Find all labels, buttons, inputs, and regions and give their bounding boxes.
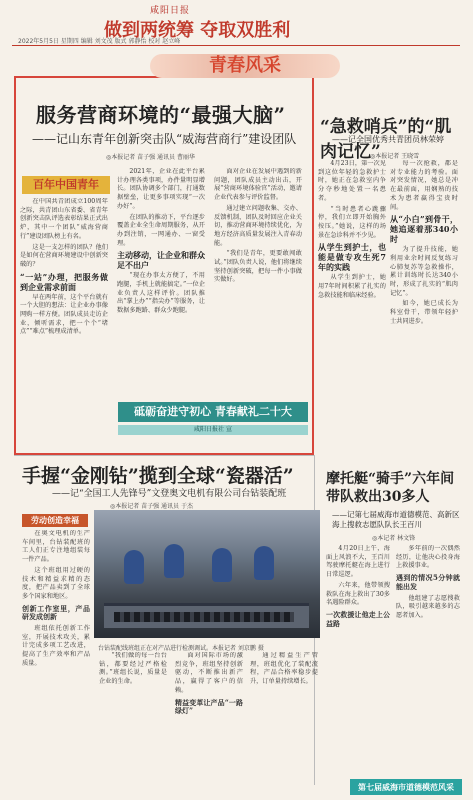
masthead-rule: [12, 45, 460, 46]
paragraph: 在中国共青团成立100周年之际，共青团山东省委、省青年创新突击队评选表彰结果正式出炉，其中一个团队“威海营商行”建设团队榜上有名。: [20, 198, 108, 240]
section-subhead: 精益变革让产品“一路绿灯”: [175, 697, 243, 716]
section-subhead: “一站”办理，把服务做到企业需求前面: [20, 271, 108, 292]
section3-byline: ◎本记者 林文锋: [372, 535, 416, 542]
right-feature-col-a: [318, 160, 386, 450]
paragraph: 从学生到护士，她用7年时间积累了扎实的急救技能和临床经验。: [318, 274, 386, 299]
paragraph: 4月23日，第一次见到这位年轻的急救护士时，她正在急救室内争分夺秒地处置一名患者。: [318, 160, 386, 202]
right-feature-byline: ◎本报记者 王晓雪: [370, 153, 420, 160]
section-subhead: 从学生到护士，也能是做专攻生死7年的实践: [318, 242, 386, 273]
section3-col-b: [396, 545, 460, 785]
section2-col-c: [175, 652, 243, 792]
slogan-strip: 砥砺奋进守初心 青春献礼二十大: [118, 402, 308, 422]
right-feature-col-b: [390, 160, 458, 450]
paragraph: 在奥文电机的生产车间里，台钻装配班的工人们正专注地组装每一件产品。: [22, 530, 90, 564]
paragraph: 如今，她已成长为科室骨干，带领年轻护士共同进步。: [390, 300, 458, 325]
paragraph: “我们做的每一台台钻，都要经过严格检测。”班组长说，质量是企业的生命。: [99, 652, 167, 686]
paragraph: 班组依托创新工作室，开展技术攻关，累计完成多项工艺改进，提高了生产效率和产品质量。: [22, 625, 90, 667]
worker-figure: [164, 544, 184, 578]
section-subhead: 主动移动，让企业和群众足不出户: [117, 250, 205, 271]
section2-subtitle: ——记“全国工人先锋号”文登奥文电机有限公司台钻装配班: [52, 489, 287, 499]
paragraph: 面对国际市场的激烈竞争，班组坚持创新驱动，不断推出新产品，赢得了客户的信赖。: [175, 652, 243, 694]
paragraph: 每一次抢救，都是对专业能力的考验。面对突发情况，她总是冲在最前面，用娴熟的技术为患者赢得宝贵时间。: [390, 160, 458, 211]
paragraph: 他组建了志愿搜救队，吸引越来越多的志愿者加入。: [396, 594, 460, 619]
drill-parts: [114, 612, 294, 622]
section-subhead: 从“小白”到骨干，她追逐着那340小时: [390, 214, 458, 245]
feature-deco-header: 青春风采: [150, 54, 340, 78]
section2-title: 手握“金刚钻”揽到全球“瓷器活”: [22, 465, 294, 487]
feature-col-2: [117, 168, 205, 394]
photo-caption: 台钻装配线班组正在对产品进行检测调试。本报记者 刘京鹏 摄: [98, 645, 264, 652]
factory-photo: [94, 510, 320, 638]
paragraph: 在团队的推动下，平台逐步覆盖企业全生命周期服务，从开办到注销，一网通办、一窗受理。: [117, 213, 205, 247]
feature-title: 服务营商环境的“最强大脑”: [36, 103, 286, 127]
section3-subtitle: ——记第七届威海市道德模范、高新区海上搜救志愿队队长王百川: [332, 510, 460, 529]
section2-badge: 劳动创造幸福: [22, 514, 88, 527]
section-subhead: 创新工作室里，产品研发成创新: [22, 603, 90, 622]
right-feature-title: “急救哨兵”的“肌肉记忆”: [320, 117, 452, 162]
paragraph: 为了提升技能，她利用业余时间反复练习心肺复苏等急救操作，累计训练时长达340小时，形成了扎实的“肌肉记忆”。: [390, 246, 458, 297]
paper-name: 咸阳日报: [150, 6, 191, 16]
paragraph: “当时患者心跳骤停，我们立即开始胸外按压。”她说，这样的场景在急诊科并不少见。: [318, 205, 386, 239]
section2-byline: ◎本报记者 苗子强 通讯员 于杰: [110, 503, 193, 510]
feature-badge: 百年中国青年: [22, 176, 110, 194]
footer-banner: 第七届威海市道德模范风采: [350, 779, 462, 795]
banner-slogan: 做到两统筹 夺取双胜利: [104, 20, 291, 41]
section2-col-d: [250, 652, 318, 792]
section-subhead: 一次救援让他走上公益路: [326, 609, 390, 628]
feature-byline: ◎本报记者 苗子强 通讯员 曹丽华: [106, 154, 195, 161]
paragraph: “现在办事太方便了，不用跑腿，手机上就能搞定。”一位企业负责人这样评价。团队推出“掌上办”“指尖办”等服务，让数据多跑路、群众少跑腿。: [117, 272, 205, 315]
section3-col-a: [326, 545, 390, 785]
paragraph: 通过建立问题收集、交办、反馈机制，团队及时回应企业关切，推动营商环境持续优化，为地方经济高质量发展注入青春动能。: [214, 204, 302, 247]
section2-col-b: [99, 652, 167, 792]
paragraph: 2021年，企业在此平台累计办理各类事项，办件量明显增长。团队协调多个部门，打通数据壁垒，让更多事项实现“一次办好”。: [117, 168, 205, 210]
worker-figure: [212, 548, 232, 582]
publisher-ticker: 咸阳日报社 宣: [118, 425, 308, 435]
feature-col-3: [214, 168, 302, 394]
paragraph: 这是一支怎样的团队？他们是如何在营商环境建设中创新突破的？: [20, 243, 108, 268]
paragraph: 这个班组用过硬的技术和精益求精的态度，把产品卖到了全球多个国家和地区。: [22, 566, 90, 600]
paragraph: 多年前的一次偶然经历，让他决心投身海上救援事业。: [396, 545, 460, 570]
feature-subtitle: ——记山东青年创新突击队“威海营商行”建设团队: [32, 132, 297, 146]
section-divider: [14, 455, 314, 456]
section3-title: 摩托艇“骑手”六年间带队救出30多人: [326, 471, 455, 505]
paragraph: 早在两年前，这个平台就有一个大胆的想法：让企业办事像网购一样方便。团队成员走访企业，倾听需求，把一个个“堵点”“难点”梳理成清单。: [20, 293, 108, 336]
right-feature-subtitle: ——记全国优秀共青团员林荣婷: [332, 135, 444, 144]
paragraph: 六年来，他带领搜救队在海上救出了30多名遇险群众。: [326, 581, 390, 607]
paragraph: 面对企业在发展中遇到的新问题，团队成员主动出击，开展“营商环境体验官”活动，邀请企业代表参与评价监督。: [214, 168, 302, 202]
worker-figure: [254, 546, 274, 580]
section2-col-a: [22, 530, 90, 792]
paragraph: “我们是青年，更要敢闯敢试。”团队负责人说，他们将继续坚持创新突破，把每一件小事做实做好。: [214, 250, 302, 284]
issue-meta: 2022年5月5日 星期四 编辑 刘文茂 版式 郭静怡 校对 赵立峰: [18, 38, 181, 45]
paragraph: 通过精益生产管理，班组优化了装配流程，产品合格率稳步提升，订单量持续增长。: [250, 652, 318, 686]
feature-col-1: [20, 198, 108, 396]
section-subhead: 遇到的情况5分钟就能出发: [396, 573, 460, 591]
worker-figure: [124, 550, 144, 584]
paragraph: 4月20日上午，海面上风浪不大，王百川驾驶摩托艇在海上进行日常巡逻。: [326, 545, 390, 579]
